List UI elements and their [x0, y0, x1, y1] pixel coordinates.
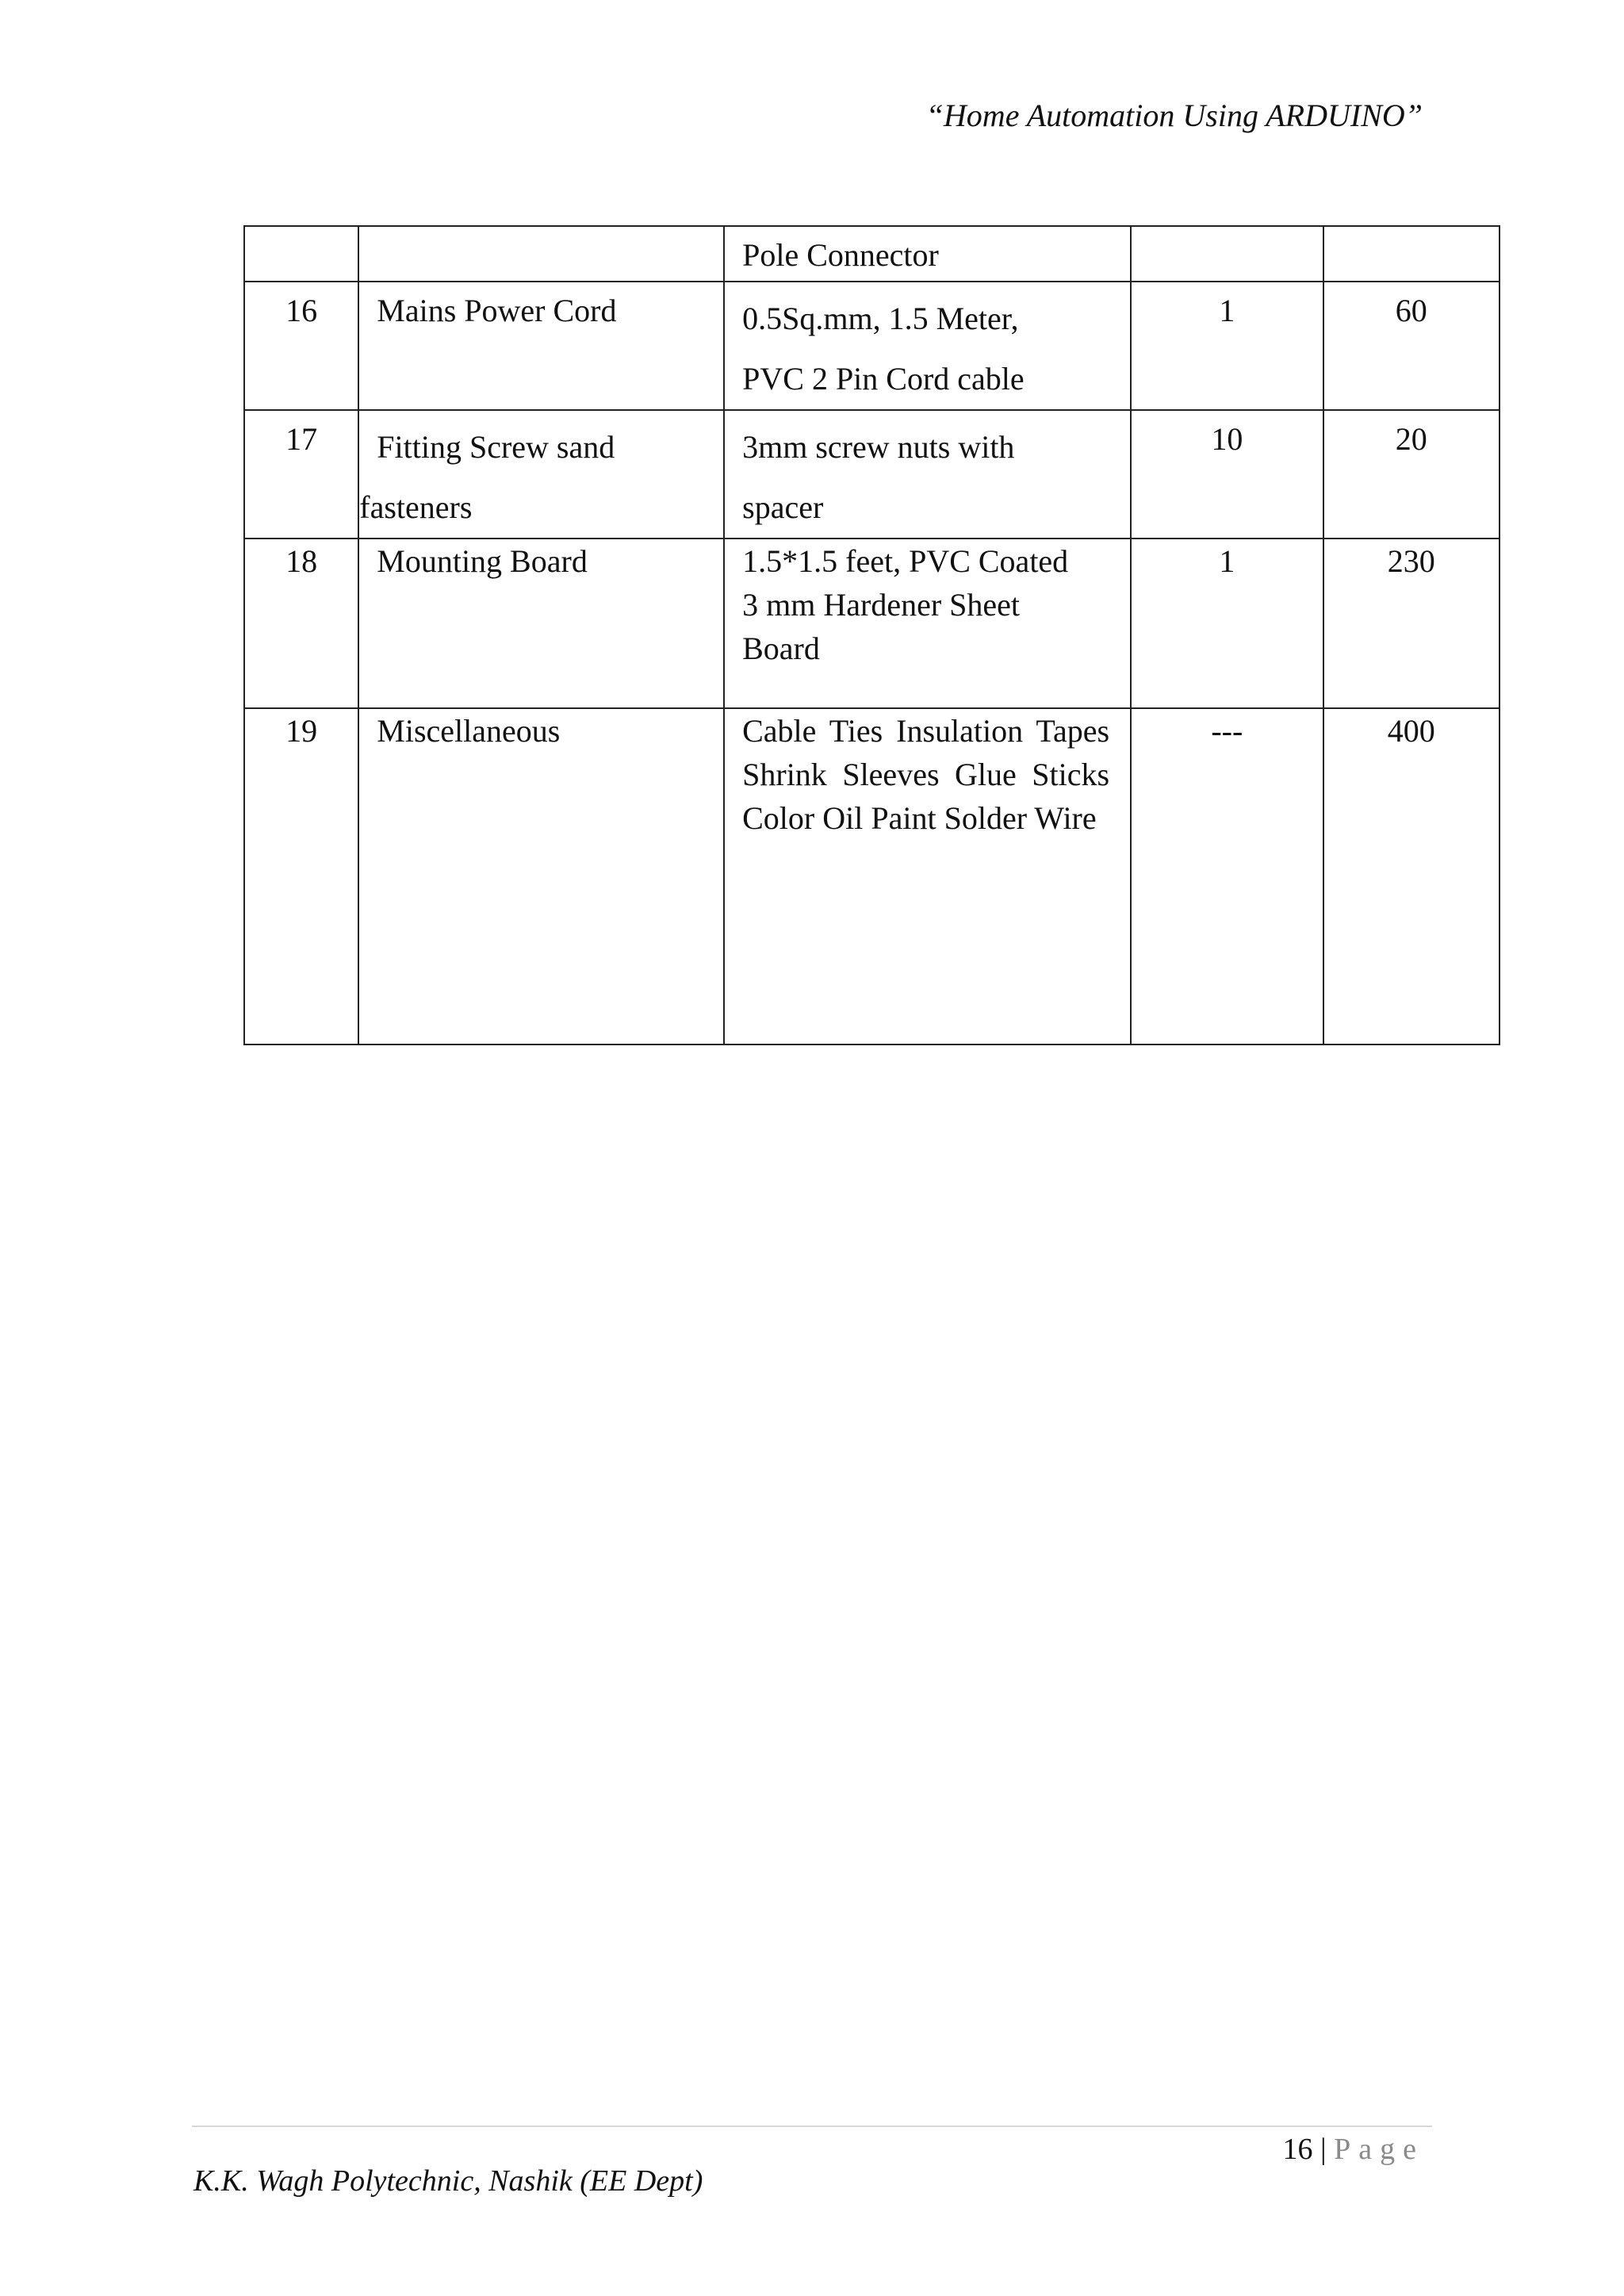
- cell-quantity: [1131, 226, 1323, 282]
- table-row-continuation: [244, 226, 1500, 282]
- spec-line: 3mm screw nuts with: [742, 429, 1015, 465]
- component-name-line: Miscellaneous: [377, 713, 561, 749]
- spec-line: PVC 2 Pin Cord cable: [742, 361, 1025, 397]
- cell-cost: [1323, 539, 1500, 708]
- spec-line: 0.5Sq.mm, 1.5 Meter,: [742, 301, 1019, 336]
- spec-line: spacer: [742, 489, 824, 525]
- component-name-line: fasteners: [359, 489, 473, 525]
- sr-no-text: 17: [285, 421, 318, 457]
- cell-component-name: [358, 282, 724, 410]
- materials-cost-table: [243, 225, 1500, 1045]
- cell-cost: [1323, 282, 1500, 410]
- cost-text: 230: [1387, 543, 1435, 579]
- cell-component-name: [358, 708, 724, 1045]
- footer-divider: [192, 2125, 1432, 2127]
- sr-no-text: 16: [285, 293, 318, 328]
- footer-college-name: K.K. Wagh Polytechnic, Nashik (EE Dept): [193, 2164, 703, 2198]
- table-row: [244, 708, 1500, 1045]
- component-name-line: Fitting Screw sand: [377, 429, 615, 465]
- spec-line: Shrink Sleeves Glue Sticks: [742, 757, 1110, 792]
- cell-sr-no: [244, 226, 358, 282]
- quantity-text: 1: [1219, 293, 1235, 328]
- cell-specification: [724, 410, 1131, 539]
- spec-line: Cable Ties Insulation Tapes: [742, 713, 1110, 749]
- cell-component-name: [358, 539, 724, 708]
- cell-specification: [724, 226, 1131, 282]
- cell-specification: [724, 282, 1131, 410]
- table-row: [244, 410, 1500, 539]
- component-name-line: Mains Power Cord: [377, 293, 617, 328]
- cell-cost: [1323, 226, 1500, 282]
- cell-cost: [1323, 708, 1500, 1045]
- spec-line: Board: [742, 631, 820, 666]
- sr-no-text: 18: [285, 543, 318, 579]
- cell-sr-no: [244, 539, 358, 708]
- cell-quantity: [1131, 539, 1323, 708]
- cell-sr-no: [244, 708, 358, 1045]
- cost-text: 60: [1395, 293, 1427, 328]
- cell-sr-no: [244, 410, 358, 539]
- cell-sr-no: [244, 282, 358, 410]
- cell-specification: [724, 708, 1131, 1045]
- component-name-line: Mounting Board: [377, 543, 588, 579]
- quantity-text: ---: [1211, 713, 1243, 749]
- cell-component-name: [358, 226, 724, 282]
- cell-quantity: [1131, 410, 1323, 539]
- cell-cost: [1323, 410, 1500, 539]
- table-row: [244, 539, 1500, 708]
- running-header-title: “Home Automation Using ARDUINO”: [925, 98, 1423, 133]
- cell-component-name: [358, 410, 724, 539]
- page-number-value: 16: [1282, 2133, 1313, 2166]
- page-number: [1283, 2132, 1424, 2167]
- spec-line: Color Oil Paint Solder Wire: [742, 800, 1097, 836]
- cost-text: 20: [1395, 421, 1427, 457]
- quantity-text: 10: [1211, 421, 1243, 457]
- page-word: Page: [1334, 2133, 1424, 2166]
- spec-line: 1.5*1.5 feet, PVC Coated: [742, 543, 1069, 579]
- cost-text: 400: [1387, 713, 1435, 749]
- cell-quantity: [1131, 708, 1323, 1045]
- spec-line: 3 mm Hardener Sheet: [742, 587, 1021, 623]
- page-number-separator: |: [1320, 2133, 1327, 2166]
- cell-quantity: [1131, 282, 1323, 410]
- cell-specification: [724, 539, 1131, 708]
- table-row: [244, 282, 1500, 410]
- sr-no-text: 19: [285, 713, 318, 749]
- spec-line: Pole Connector: [742, 237, 939, 273]
- quantity-text: 1: [1219, 543, 1235, 579]
